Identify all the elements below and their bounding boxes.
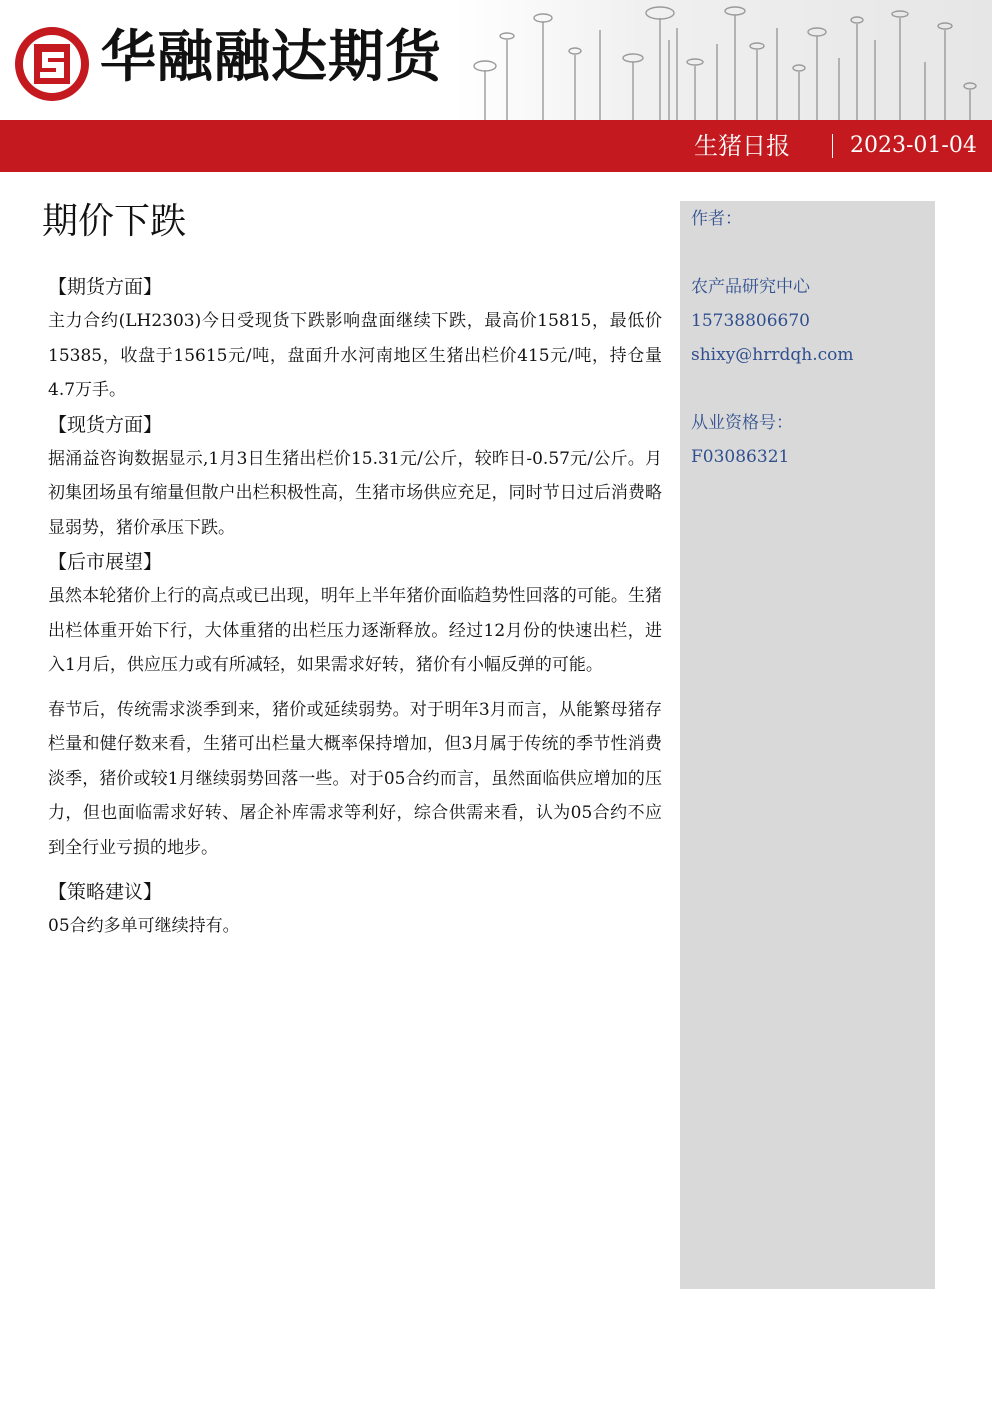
section-paragraph: 春节后，传统需求淡季到来，猪价或延续弱势。对于明年3月而言，从能繁母猪存栏量和健仔数来看，生猪可出栏量大概率保持增加，但3月属于传统的季节性消费淡季，猪价或较1月继续弱势回落一些。对于05合约而言，虽然面临供应增加的压力，但也面临需求好转、屠企补库需求等利好，综合供需来看，认为05合约不应到全行业亏损的地步。: [48, 699, 662, 858]
section-strategy: [48, 875, 662, 944]
author-label: 作者：: [691, 209, 742, 229]
section-paragraph: 据涌益咨询数据显示,1月3日生猪出栏价15.31元/公斤，较昨日-0.57元/公斤。月初集团场虽有缩量但散户出栏积极性高，生猪市场供应充足，同时节日过后消费略显弱势，猪价承压下跌。: [48, 448, 662, 538]
banner-divider: [832, 134, 833, 158]
company-name: 华融融达期货: [100, 25, 442, 90]
bubble-decoration-icon: [455, 0, 992, 120]
section-heading: 【策略建议】: [48, 881, 163, 903]
author-phone: 15738806670: [691, 311, 810, 331]
license-label: 从业资格号：: [691, 413, 793, 433]
report-date: 2023-01-04: [850, 133, 977, 158]
report-type: 生猪日报: [694, 132, 790, 160]
report-title: 期价下跌: [42, 201, 187, 242]
report-header: [0, 0, 992, 120]
report-body: [42, 196, 662, 944]
section-outlook: [48, 545, 662, 865]
section-paragraph: 05合约多单可继续持有。: [48, 916, 240, 936]
license-number: F03086321: [691, 447, 790, 467]
section-heading: 【后市展望】: [48, 551, 163, 573]
section-paragraph: 虽然本轮猪价上行的高点或已出现，明年上半年猪价面临趋势性回落的可能。生猪出栏体重开始下行，大体重猪的出栏压力逐渐释放。经过12月份的快速出栏，进入1月后，供应压力或有所减轻，如果需求好转，猪价有小幅反弹的可能。: [48, 586, 662, 675]
author-sidebar: [680, 201, 935, 1289]
section-heading: 【现货方面】: [48, 413, 163, 436]
report-banner: [0, 120, 992, 172]
section-heading: 【期货方面】: [48, 276, 163, 298]
section-paragraph: 主力合约(LH2303)今日受现货下跌影响盘面继续下跌，最高价15815，最低价15385，收盘于15615元/吨，盘面升水河南地区生猪出栏价415元/吨，持仓量4.7万手。: [48, 311, 662, 400]
author-email[interactable]: shixy@hrrdqh.com: [691, 345, 854, 365]
company-logo-icon: [12, 24, 92, 104]
section-futures: [48, 270, 662, 408]
author-department: 农产品研究中心: [691, 277, 810, 297]
section-spot: [48, 408, 662, 546]
header-decoration: [455, 0, 992, 120]
